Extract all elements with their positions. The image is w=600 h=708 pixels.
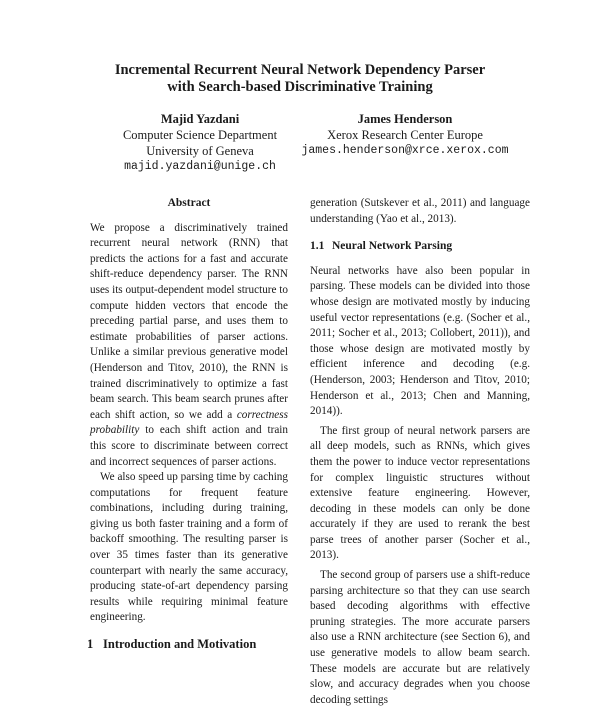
subsection-heading	[310, 239, 530, 255]
author-name: James Henderson	[357, 112, 453, 126]
abstract-body	[90, 221, 288, 626]
body-paragraph: The first group of neural network parsers are all deep models, such as RNNs, which gives them the power to induce vector representations for complex linguistic structures without extensive feature engineering. However, decoding in these models can only be done accurately if they are used to rerank the best parse trees of another parser (Socher et al., 2013).	[310, 424, 530, 562]
author-email: majid.yazdani@unige.ch	[124, 160, 276, 173]
left-column	[87, 196, 291, 653]
author-block-2	[290, 111, 520, 159]
abstract-paragraph-2: We also speed up parsing time by caching computations for frequent feature combinations, including during training, giving us both faster training and a form of backoff smoothing. The resulting parser is over 35 times faster than its generative counterpart with nearly the same accuracy, producing state-of-art dependency parsing results while requiring minimal feature engineering.	[90, 471, 288, 624]
title-line-2: with Search-based Discriminative Training	[167, 79, 433, 95]
emphasis-term: correctness probability	[90, 408, 288, 437]
abstract-heading: Abstract	[167, 197, 211, 209]
abstract-paragraph-1: We propose a discriminatively trained recurrent neural network (RNN) that predicts the actions for a fast and accurate shift-reduce dependency parser. The RNN uses its output-dependent model structure to compute hidden vectors that encode the preceding partial parse, and uses them to estimate probabilities of parser actions. Unlike a similar previous generative model (Henderson and Titov, 2010), the RNN is trained discriminatively to optimize a fast beam search. This beam search prunes after each shift action, so we add a correctness probability to each shift action and train this score to discriminate between correct and incorrect sequences of parser actions.	[90, 221, 288, 468]
author-affiliation: Computer Science Department	[122, 128, 278, 142]
subsection-title: Neural Network Parsing	[332, 240, 453, 253]
section-heading	[87, 637, 291, 653]
author-email: james.henderson@xrce.xerox.com	[301, 144, 509, 157]
body-paragraph: The second group of parsers use a shift-reduce parsing architecture so that they can use search based decoding algorithms with effective pruning strategies. The more accurate parsers also use a RNN architecture (see Section 6), and use generative models to allow beam search. These models are accurate but are relatively slow, and accuracy degrades when you choose decoding settings	[310, 569, 530, 706]
title-line-1: Incremental Recurrent Neural Network Dependency Parser	[114, 62, 486, 78]
author-affiliation: Xerox Research Center Europe	[327, 128, 483, 142]
author-name: Majid Yazdani	[160, 112, 240, 126]
subsection-number: 1.1	[310, 240, 325, 253]
section-number: 1	[87, 637, 94, 652]
right-column	[310, 196, 530, 708]
section-title: Introduction and Motivation	[103, 637, 257, 652]
paper-title	[0, 62, 600, 96]
body-paragraph: Neural networks have also been popular in parsing. These models can be divided into those whose design are motivated mostly by inducing useful vector representations (e.g. (Socher et al., 2011; Socher et al., 2013; Collobert, 2011)), and those whose design are motivated mostly by efficient inference and decoding (e.g. (Henderson, 2003; Henderson and Titov, 2010; Henderson et al., 2013; Chen and Manning, 2014)).	[310, 264, 530, 418]
author-affiliation: University of Geneva	[146, 144, 254, 158]
author-block-1	[100, 111, 300, 175]
continuation-paragraph: generation (Sutskever et al., 2011) and language understanding (Yao et al., 2013).	[310, 197, 530, 225]
